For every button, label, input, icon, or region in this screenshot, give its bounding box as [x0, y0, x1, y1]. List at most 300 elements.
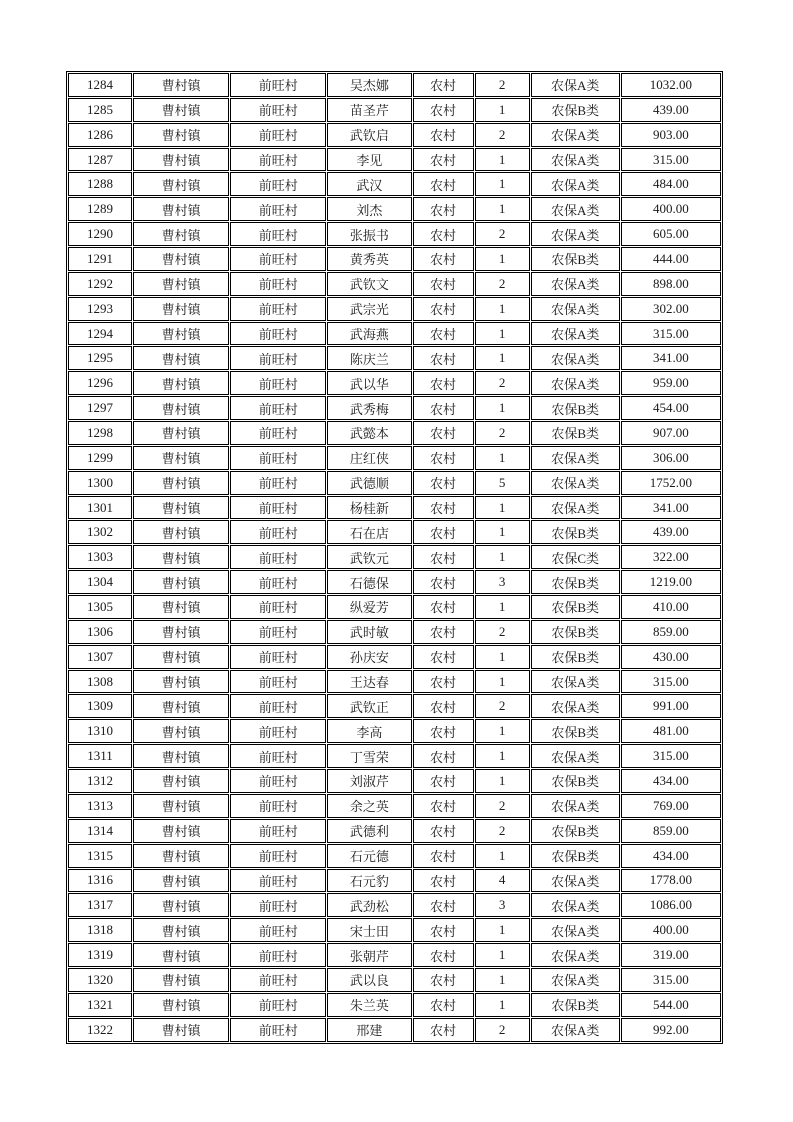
table-row	[68, 1018, 721, 1042]
cell-amount: 322.00	[621, 545, 721, 569]
cell-village: 前旺村	[230, 545, 326, 569]
cell-village: 前旺村	[230, 222, 326, 246]
cell-town: 曹村镇	[133, 520, 229, 544]
cell-person-count: 1	[475, 744, 530, 768]
cell-serial-number: 1296	[68, 371, 132, 395]
cell-village: 前旺村	[230, 421, 326, 445]
cell-person-count: 1	[475, 247, 530, 271]
cell-person-name: 李高	[327, 719, 411, 743]
cell-amount: 315.00	[621, 322, 721, 346]
cell-person-count: 1	[475, 968, 530, 992]
cell-village: 前旺村	[230, 1018, 326, 1042]
cell-village: 前旺村	[230, 694, 326, 718]
cell-insurance-category: 农保A类	[531, 496, 620, 520]
cell-amount: 302.00	[621, 297, 721, 321]
table-row	[68, 670, 721, 694]
cell-residence-type: 农村	[413, 794, 474, 818]
table-row	[68, 322, 721, 346]
cell-village: 前旺村	[230, 719, 326, 743]
cell-amount: 400.00	[621, 197, 721, 221]
cell-person-name: 纵爱芳	[327, 595, 411, 619]
cell-amount: 306.00	[621, 446, 721, 470]
cell-person-name: 孙庆安	[327, 645, 411, 669]
cell-village: 前旺村	[230, 744, 326, 768]
cell-residence-type: 农村	[413, 496, 474, 520]
cell-person-count: 3	[475, 570, 530, 594]
cell-person-count: 1	[475, 148, 530, 172]
table-row	[68, 769, 721, 793]
cell-serial-number: 1313	[68, 794, 132, 818]
cell-person-count: 1	[475, 520, 530, 544]
cell-insurance-category: 农保B类	[531, 645, 620, 669]
cell-amount: 903.00	[621, 123, 721, 147]
cell-amount: 315.00	[621, 148, 721, 172]
cell-town: 曹村镇	[133, 918, 229, 942]
cell-insurance-category: 农保B类	[531, 719, 620, 743]
cell-town: 曹村镇	[133, 73, 229, 97]
cell-person-count: 2	[475, 371, 530, 395]
cell-person-count: 1	[475, 197, 530, 221]
subsidy-table	[66, 71, 723, 1044]
cell-amount: 439.00	[621, 98, 721, 122]
cell-serial-number: 1291	[68, 247, 132, 271]
cell-person-count: 1	[475, 719, 530, 743]
cell-amount: 907.00	[621, 421, 721, 445]
cell-person-name: 王达春	[327, 670, 411, 694]
cell-person-name: 庄红侠	[327, 446, 411, 470]
cell-insurance-category: 农保A类	[531, 123, 620, 147]
cell-amount: 605.00	[621, 222, 721, 246]
cell-amount: 1032.00	[621, 73, 721, 97]
cell-amount: 1219.00	[621, 570, 721, 594]
cell-person-name: 武劲松	[327, 893, 411, 917]
cell-residence-type: 农村	[413, 769, 474, 793]
cell-insurance-category: 农保A类	[531, 297, 620, 321]
cell-village: 前旺村	[230, 645, 326, 669]
table-row	[68, 222, 721, 246]
table-row	[68, 272, 721, 296]
cell-person-name: 刘淑芹	[327, 769, 411, 793]
cell-village: 前旺村	[230, 396, 326, 420]
cell-town: 曹村镇	[133, 272, 229, 296]
cell-residence-type: 农村	[413, 520, 474, 544]
cell-person-name: 石德保	[327, 570, 411, 594]
cell-insurance-category: 农保B类	[531, 520, 620, 544]
cell-amount: 434.00	[621, 769, 721, 793]
cell-village: 前旺村	[230, 968, 326, 992]
cell-amount: 1086.00	[621, 893, 721, 917]
table-row	[68, 247, 721, 271]
cell-insurance-category: 农保A类	[531, 73, 620, 97]
cell-insurance-category: 农保A类	[531, 322, 620, 346]
cell-insurance-category: 农保B类	[531, 247, 620, 271]
cell-amount: 430.00	[621, 645, 721, 669]
cell-town: 曹村镇	[133, 893, 229, 917]
cell-insurance-category: 农保A类	[531, 371, 620, 395]
table-row	[68, 148, 721, 172]
cell-serial-number: 1321	[68, 993, 132, 1017]
table-row	[68, 620, 721, 644]
cell-residence-type: 农村	[413, 570, 474, 594]
cell-village: 前旺村	[230, 322, 326, 346]
cell-town: 曹村镇	[133, 297, 229, 321]
cell-person-count: 5	[475, 471, 530, 495]
cell-village: 前旺村	[230, 148, 326, 172]
cell-person-count: 1	[475, 396, 530, 420]
cell-insurance-category: 农保C类	[531, 545, 620, 569]
cell-insurance-category: 农保A类	[531, 148, 620, 172]
cell-insurance-category: 农保B类	[531, 595, 620, 619]
cell-person-name: 宋士田	[327, 918, 411, 942]
cell-person-name: 石元豹	[327, 869, 411, 893]
table-row	[68, 645, 721, 669]
cell-person-count: 1	[475, 446, 530, 470]
cell-village: 前旺村	[230, 570, 326, 594]
cell-residence-type: 农村	[413, 322, 474, 346]
cell-town: 曹村镇	[133, 123, 229, 147]
cell-insurance-category: 农保A类	[531, 794, 620, 818]
cell-person-name: 武钦文	[327, 272, 411, 296]
cell-serial-number: 1295	[68, 346, 132, 370]
cell-insurance-category: 农保A类	[531, 471, 620, 495]
cell-person-count: 3	[475, 893, 530, 917]
cell-amount: 315.00	[621, 744, 721, 768]
cell-residence-type: 农村	[413, 222, 474, 246]
cell-town: 曹村镇	[133, 620, 229, 644]
table-row	[68, 297, 721, 321]
cell-serial-number: 1288	[68, 172, 132, 196]
table-row	[68, 197, 721, 221]
cell-village: 前旺村	[230, 272, 326, 296]
cell-village: 前旺村	[230, 197, 326, 221]
cell-insurance-category: 农保A类	[531, 172, 620, 196]
cell-residence-type: 农村	[413, 172, 474, 196]
cell-village: 前旺村	[230, 844, 326, 868]
cell-village: 前旺村	[230, 993, 326, 1017]
table-row	[68, 172, 721, 196]
cell-serial-number: 1318	[68, 918, 132, 942]
cell-amount: 991.00	[621, 694, 721, 718]
table-row	[68, 918, 721, 942]
table-row	[68, 595, 721, 619]
cell-person-name: 朱兰英	[327, 993, 411, 1017]
cell-serial-number: 1303	[68, 545, 132, 569]
cell-serial-number: 1292	[68, 272, 132, 296]
cell-person-name: 武海燕	[327, 322, 411, 346]
cell-serial-number: 1293	[68, 297, 132, 321]
cell-person-count: 4	[475, 869, 530, 893]
cell-village: 前旺村	[230, 794, 326, 818]
cell-serial-number: 1294	[68, 322, 132, 346]
table-row	[68, 123, 721, 147]
cell-village: 前旺村	[230, 471, 326, 495]
cell-serial-number: 1316	[68, 869, 132, 893]
cell-town: 曹村镇	[133, 645, 229, 669]
cell-residence-type: 农村	[413, 943, 474, 967]
cell-residence-type: 农村	[413, 993, 474, 1017]
cell-village: 前旺村	[230, 446, 326, 470]
cell-residence-type: 农村	[413, 819, 474, 843]
cell-serial-number: 1307	[68, 645, 132, 669]
cell-village: 前旺村	[230, 98, 326, 122]
cell-residence-type: 农村	[413, 968, 474, 992]
cell-serial-number: 1300	[68, 471, 132, 495]
cell-town: 曹村镇	[133, 694, 229, 718]
cell-person-name: 武时敏	[327, 620, 411, 644]
cell-residence-type: 农村	[413, 1018, 474, 1042]
cell-serial-number: 1320	[68, 968, 132, 992]
cell-amount: 454.00	[621, 396, 721, 420]
cell-residence-type: 农村	[413, 123, 474, 147]
table-row	[68, 943, 721, 967]
cell-person-count: 1	[475, 943, 530, 967]
cell-person-name: 武钦元	[327, 545, 411, 569]
cell-village: 前旺村	[230, 247, 326, 271]
cell-town: 曹村镇	[133, 322, 229, 346]
cell-person-name: 余之英	[327, 794, 411, 818]
cell-serial-number: 1317	[68, 893, 132, 917]
cell-insurance-category: 农保A类	[531, 943, 620, 967]
cell-insurance-category: 农保A类	[531, 346, 620, 370]
cell-village: 前旺村	[230, 620, 326, 644]
table-row	[68, 73, 721, 97]
cell-person-name: 丁雪荣	[327, 744, 411, 768]
cell-serial-number: 1301	[68, 496, 132, 520]
cell-person-count: 1	[475, 645, 530, 669]
cell-amount: 859.00	[621, 620, 721, 644]
cell-serial-number: 1310	[68, 719, 132, 743]
cell-town: 曹村镇	[133, 98, 229, 122]
cell-residence-type: 农村	[413, 197, 474, 221]
cell-town: 曹村镇	[133, 844, 229, 868]
cell-insurance-category: 农保B类	[531, 769, 620, 793]
cell-insurance-category: 农保A类	[531, 744, 620, 768]
cell-village: 前旺村	[230, 943, 326, 967]
cell-insurance-category: 农保A类	[531, 869, 620, 893]
cell-amount: 434.00	[621, 844, 721, 868]
table-row	[68, 520, 721, 544]
cell-person-count: 2	[475, 123, 530, 147]
cell-serial-number: 1286	[68, 123, 132, 147]
cell-town: 曹村镇	[133, 570, 229, 594]
cell-person-name: 刘杰	[327, 197, 411, 221]
table-row	[68, 545, 721, 569]
cell-amount: 481.00	[621, 719, 721, 743]
cell-person-name: 陈庆兰	[327, 346, 411, 370]
cell-amount: 439.00	[621, 520, 721, 544]
cell-amount: 341.00	[621, 346, 721, 370]
cell-town: 曹村镇	[133, 222, 229, 246]
cell-residence-type: 农村	[413, 893, 474, 917]
cell-residence-type: 农村	[413, 421, 474, 445]
table-row	[68, 396, 721, 420]
cell-person-count: 2	[475, 421, 530, 445]
cell-insurance-category: 农保B类	[531, 396, 620, 420]
table-row	[68, 968, 721, 992]
cell-serial-number: 1309	[68, 694, 132, 718]
cell-insurance-category: 农保B类	[531, 844, 620, 868]
cell-insurance-category: 农保A类	[531, 272, 620, 296]
cell-person-count: 1	[475, 769, 530, 793]
table-row	[68, 869, 721, 893]
table-row	[68, 346, 721, 370]
cell-serial-number: 1312	[68, 769, 132, 793]
cell-insurance-category: 农保A类	[531, 446, 620, 470]
cell-amount: 959.00	[621, 371, 721, 395]
cell-town: 曹村镇	[133, 496, 229, 520]
cell-village: 前旺村	[230, 123, 326, 147]
cell-insurance-category: 农保A类	[531, 1018, 620, 1042]
cell-residence-type: 农村	[413, 446, 474, 470]
cell-town: 曹村镇	[133, 197, 229, 221]
cell-town: 曹村镇	[133, 769, 229, 793]
cell-amount: 410.00	[621, 595, 721, 619]
cell-residence-type: 农村	[413, 694, 474, 718]
table-row	[68, 471, 721, 495]
cell-person-name: 黄秀英	[327, 247, 411, 271]
table-row	[68, 893, 721, 917]
cell-amount: 544.00	[621, 993, 721, 1017]
table-row	[68, 371, 721, 395]
cell-village: 前旺村	[230, 520, 326, 544]
cell-person-count: 1	[475, 322, 530, 346]
cell-town: 曹村镇	[133, 1018, 229, 1042]
cell-residence-type: 农村	[413, 545, 474, 569]
table-row	[68, 570, 721, 594]
cell-person-name: 张振书	[327, 222, 411, 246]
cell-person-name: 武德利	[327, 819, 411, 843]
cell-village: 前旺村	[230, 496, 326, 520]
cell-insurance-category: 农保B类	[531, 98, 620, 122]
cell-serial-number: 1285	[68, 98, 132, 122]
cell-amount: 1778.00	[621, 869, 721, 893]
cell-residence-type: 农村	[413, 620, 474, 644]
cell-person-name: 张朝芹	[327, 943, 411, 967]
cell-serial-number: 1297	[68, 396, 132, 420]
cell-person-count: 1	[475, 993, 530, 1017]
cell-town: 曹村镇	[133, 545, 229, 569]
table-row	[68, 446, 721, 470]
cell-serial-number: 1304	[68, 570, 132, 594]
cell-residence-type: 农村	[413, 396, 474, 420]
cell-amount: 400.00	[621, 918, 721, 942]
cell-person-count: 1	[475, 98, 530, 122]
cell-person-name: 武懿本	[327, 421, 411, 445]
cell-village: 前旺村	[230, 918, 326, 942]
cell-serial-number: 1299	[68, 446, 132, 470]
cell-insurance-category: 农保B类	[531, 570, 620, 594]
cell-residence-type: 农村	[413, 247, 474, 271]
cell-village: 前旺村	[230, 893, 326, 917]
cell-serial-number: 1322	[68, 1018, 132, 1042]
cell-town: 曹村镇	[133, 247, 229, 271]
cell-town: 曹村镇	[133, 794, 229, 818]
cell-person-count: 2	[475, 222, 530, 246]
cell-person-name: 李见	[327, 148, 411, 172]
cell-person-count: 2	[475, 620, 530, 644]
cell-residence-type: 农村	[413, 869, 474, 893]
cell-insurance-category: 农保A类	[531, 968, 620, 992]
table-row	[68, 794, 721, 818]
cell-person-name: 石在店	[327, 520, 411, 544]
table-row	[68, 819, 721, 843]
cell-residence-type: 农村	[413, 272, 474, 296]
cell-residence-type: 农村	[413, 918, 474, 942]
cell-insurance-category: 农保B类	[531, 819, 620, 843]
cell-town: 曹村镇	[133, 670, 229, 694]
cell-person-name: 武钦启	[327, 123, 411, 147]
cell-village: 前旺村	[230, 769, 326, 793]
cell-residence-type: 农村	[413, 371, 474, 395]
cell-person-name: 武钦正	[327, 694, 411, 718]
cell-person-count: 1	[475, 545, 530, 569]
cell-insurance-category: 农保B类	[531, 620, 620, 644]
cell-town: 曹村镇	[133, 371, 229, 395]
cell-person-name: 武秀梅	[327, 396, 411, 420]
cell-person-count: 2	[475, 794, 530, 818]
cell-village: 前旺村	[230, 595, 326, 619]
cell-person-name: 吴杰娜	[327, 73, 411, 97]
cell-serial-number: 1305	[68, 595, 132, 619]
cell-residence-type: 农村	[413, 844, 474, 868]
cell-village: 前旺村	[230, 73, 326, 97]
cell-person-count: 1	[475, 844, 530, 868]
cell-residence-type: 农村	[413, 73, 474, 97]
cell-town: 曹村镇	[133, 744, 229, 768]
cell-person-count: 2	[475, 819, 530, 843]
cell-residence-type: 农村	[413, 645, 474, 669]
cell-town: 曹村镇	[133, 346, 229, 370]
cell-person-count: 1	[475, 346, 530, 370]
table-row	[68, 694, 721, 718]
cell-village: 前旺村	[230, 819, 326, 843]
cell-serial-number: 1289	[68, 197, 132, 221]
cell-amount: 315.00	[621, 670, 721, 694]
cell-person-count: 1	[475, 496, 530, 520]
cell-serial-number: 1290	[68, 222, 132, 246]
cell-residence-type: 农村	[413, 670, 474, 694]
cell-amount: 992.00	[621, 1018, 721, 1042]
cell-town: 曹村镇	[133, 968, 229, 992]
cell-person-count: 2	[475, 73, 530, 97]
cell-person-name: 邢建	[327, 1018, 411, 1042]
cell-serial-number: 1287	[68, 148, 132, 172]
cell-amount: 859.00	[621, 819, 721, 843]
cell-insurance-category: 农保B类	[531, 993, 620, 1017]
cell-village: 前旺村	[230, 869, 326, 893]
table-row	[68, 993, 721, 1017]
cell-amount: 341.00	[621, 496, 721, 520]
cell-amount: 315.00	[621, 968, 721, 992]
cell-person-count: 1	[475, 918, 530, 942]
cell-residence-type: 农村	[413, 719, 474, 743]
cell-town: 曹村镇	[133, 446, 229, 470]
cell-person-name: 石元德	[327, 844, 411, 868]
cell-person-count: 1	[475, 670, 530, 694]
cell-amount: 769.00	[621, 794, 721, 818]
cell-person-name: 武宗光	[327, 297, 411, 321]
cell-insurance-category: 农保A类	[531, 222, 620, 246]
cell-person-count: 1	[475, 595, 530, 619]
cell-person-count: 2	[475, 694, 530, 718]
table-row	[68, 719, 721, 743]
cell-person-count: 2	[475, 1018, 530, 1042]
table-row	[68, 744, 721, 768]
cell-serial-number: 1319	[68, 943, 132, 967]
cell-town: 曹村镇	[133, 869, 229, 893]
cell-residence-type: 农村	[413, 297, 474, 321]
cell-insurance-category: 农保A类	[531, 893, 620, 917]
